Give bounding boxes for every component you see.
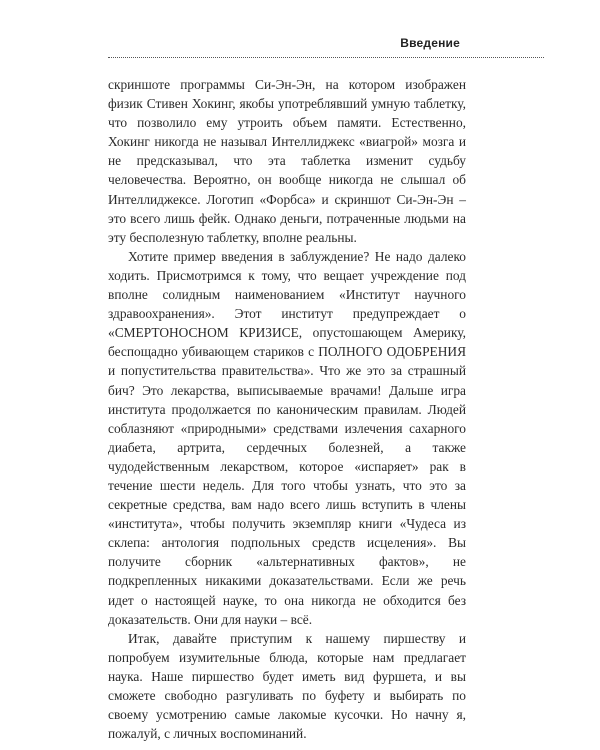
running-head-section-title: Введение — [400, 36, 460, 50]
body-text — [108, 75, 466, 743]
header-dotted-rule — [108, 57, 544, 58]
paragraph-1: скриншоте программы Си-Эн-Эн, на котором изображен физик Стивен Хокинг, якобы употреблявший умную таблетку, что позволило ему утроить объем памяти. Естественно, Хокинг никогда не называл Интеллиджекс «виагрой» мозга и не предсказывал, что эта таблетка изменит судьбу человечества. Вероятно, он вообще никогда не слышал об Интеллиджексе. Логотип «Форбса» и скриншот Си-Эн-Эн – это всего лишь фейк. Однако деньги, потраченные людьми на эту бесполезную таблетку, вполне реальны. — [108, 77, 466, 245]
paragraph-2: Хотите пример введения в заблуждение? Не надо далеко ходить. Присмотримся к тому, что вещает учреждение под вполне солидным наименованием «Институт научного здравоохранения». Этот институт предупреждает о «СМЕРТОНОСНОМ КРИЗИСЕ, опустошающем Америку, беспощадно убивающем стариков с ПОЛНОГО ОДОБРЕНИЯ и попустительства правительства». Что же это за страшный бич? Это лекарства, выписываемые врачами! Дальше игра института продолжается по каноническим правилам. Людей соблазняют «природными» средствами излечения сахарного диабета, артрита, сердечных болезней, а также чудодейственным лекарством, которое «испаряет» рак в течение шести недель. Для того чтобы узнать, что это за секретные средства, вам надо всего лишь вступить в члены «института», чтобы получить экземпляр книги «Чудеса из склепа: антология подпольных средств исцеления». Вы получите сборник «альтернативных фактов», не подкрепленных никакими доказательствами. Если же речь идет о настоящей науке, то она никогда не обходится без доказательств. Они для науки – всё. — [108, 248, 466, 627]
paragraph-3: Итак, давайте приступим к нашему пиршеству и попробуем изумительные блюда, которые нам предлагает наука. Наше пиршество будет иметь вид фуршета, и вы сможете свободно разгуливать по буфету и выбирать по своему усмотрению самые лакомые кусочки. Но начну я, пожалуй, с личных воспоминаний. — [108, 630, 466, 742]
